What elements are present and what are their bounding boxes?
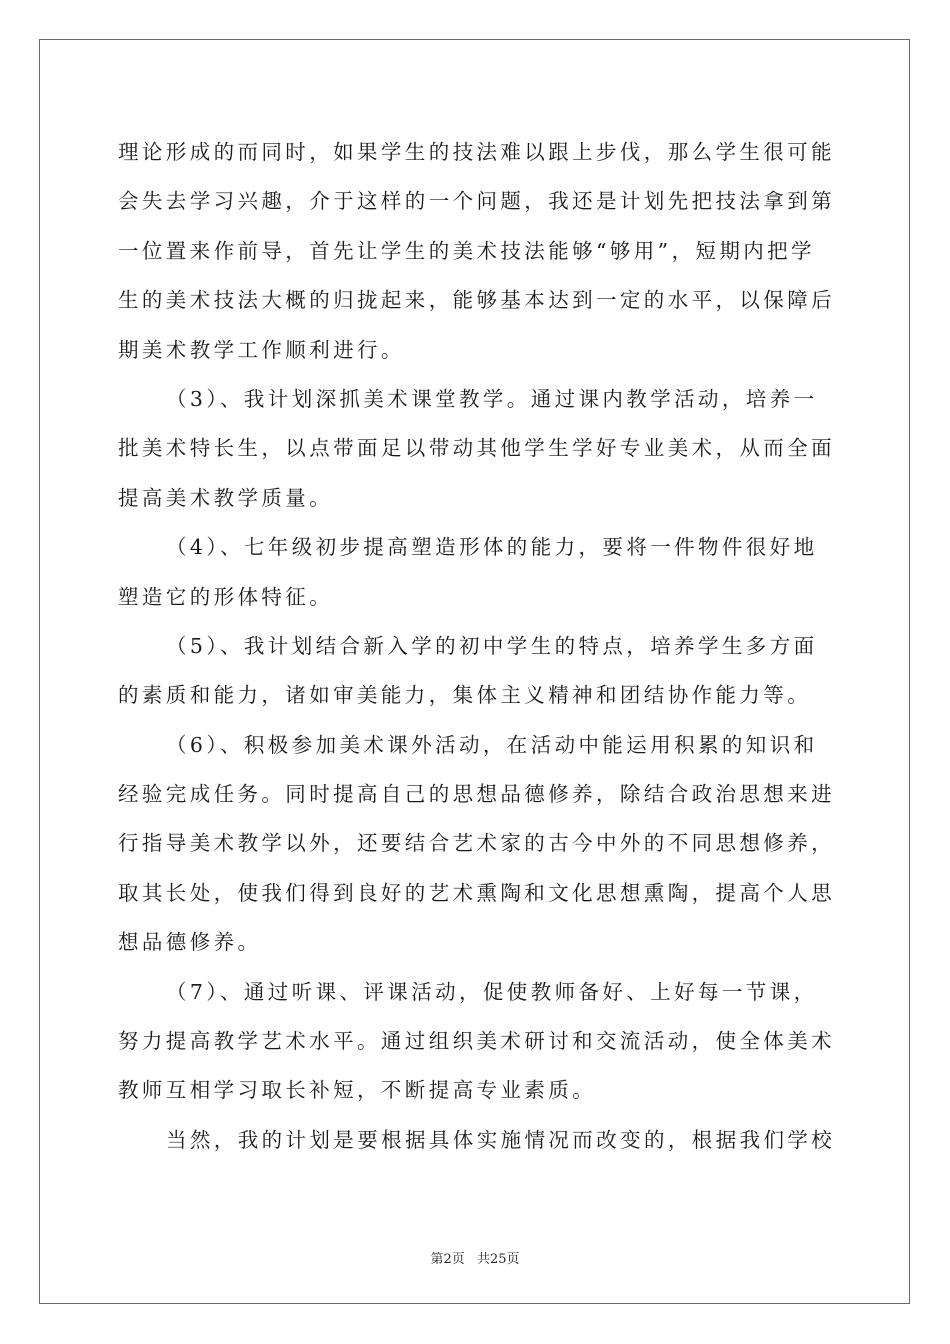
paragraph-start-line: 当然，我的计划是要根据具体实施情况而改变的，根据我们学校 [166, 1127, 836, 1152]
paragraph-start-line: （6）、积极参加美术课外活动，在活动中能运用积累的知识和 [166, 732, 818, 757]
text-line: 取其长处，使我们得到良好的艺术熏陶和文化思想熏陶，提高个人思 [118, 880, 835, 905]
text-line: 塑造它的形体特征。 [118, 584, 334, 609]
document-body [118, 128, 838, 1165]
text-line: 一位置来作前导，首先让学生的美术技法能够“够用”，短期内把学 [118, 238, 815, 263]
text-line: 批美术特长生，以点带面足以带动其他学生学好专业美术，从而全面 [118, 436, 835, 461]
text-line: 理论形成的而同时，如果学生的技法难以跟上步伐，那么学生很可能 [118, 140, 835, 164]
text-line: 会失去学习兴趣，介于这样的一个问题，我还是计划先把技法拿到第 [118, 189, 835, 214]
text-line: 教师互相学习取长补短，不断提高专业素质。 [118, 1078, 596, 1103]
page-number: 第2页 [430, 1252, 465, 1267]
text-line: 想品德修养。 [118, 930, 262, 955]
paragraph-start-line: （5）、我计划结合新入学的初中学生的特点，培养学生多方面 [166, 633, 818, 658]
text-line: 提高美术教学质量。 [118, 485, 334, 510]
page-total: 共25页 [476, 1252, 520, 1267]
paragraph-start-line: （7）、通过听课、评课活动，促使教师备好、上好每一节课， [166, 979, 818, 1004]
paragraph-start-line: （4）、七年级初步提高塑造形体的能力，要将一件物件很好地 [166, 535, 818, 560]
paragraph-start-line: （3）、我计划深抓美术课堂教学。通过课内教学活动，培养一 [166, 386, 818, 411]
text-line: 经验完成任务。同时提高自己的思想品德修养，除结合政治思想来进 [118, 782, 835, 807]
text-line: 努力提高教学艺术水平。通过组织美术研讨和交流活动，使全体美术 [118, 1029, 835, 1054]
text-line: 期美术教学工作顺利进行。 [118, 337, 405, 362]
page-footer [0, 1248, 950, 1267]
text-line: 的素质和能力，诸如审美能力，集体主义精神和团结协作能力等。 [118, 683, 812, 708]
text-line: 行指导美术教学以外，还要结合艺术家的古今中外的不同思想修养， [118, 831, 835, 856]
text-line: 生的美术技法大概的归拢起来，能够基本达到一定的水平，以保障后 [118, 288, 835, 313]
